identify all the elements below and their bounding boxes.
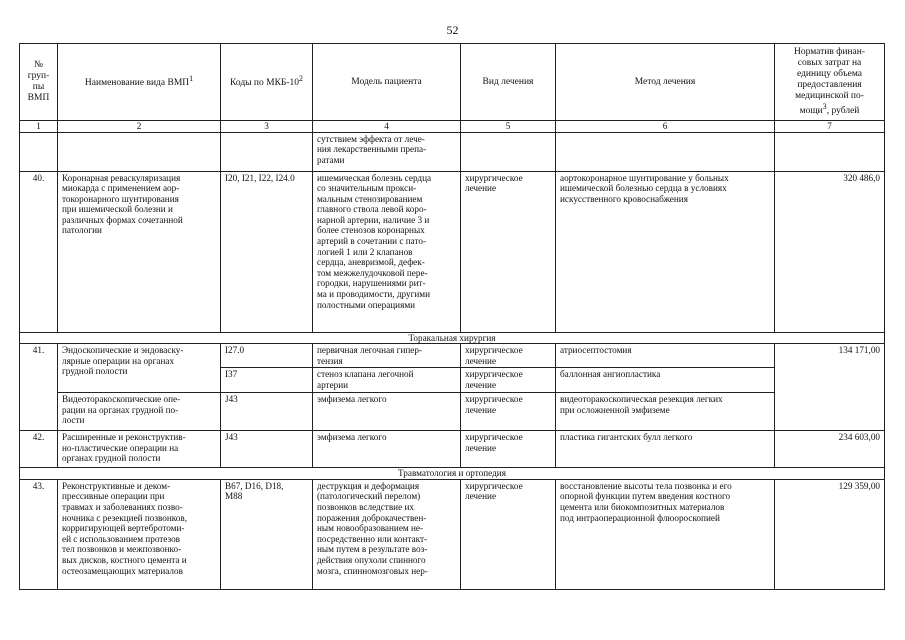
treatment-method-cell: баллонная ангиопластика [556,368,775,393]
icd-codes-cell: J43 [221,393,313,431]
table-header-row [20,44,885,121]
section-row-thoracic [20,332,885,344]
column-number: 4 [313,121,461,133]
treatment-type-cell: хирургическое лечение [461,368,556,393]
icd-codes-cell: B67, D16, D18, M88 [221,479,313,589]
vmp-name-cell: Реконструктивные и деком- прессивные операции при травмах и заболеваниях позво- ночника с резекцией позвонков, корригирующей вертебротоми- ей с использованием протезов тел позвонков и межпозвонко- вых дисков, костного цемента и остеозамещающих материалов [58,479,221,589]
treatment-type-cell: хирургическое лечение [461,393,556,431]
treatment-method-cell: атриосептостомия [556,344,775,368]
treatment-method-cell: восстановление высоты тела позвонка и его опорной функции путем введения костного цемента или биокомпозитных материалов под интраоперационной флюороскопией [556,479,775,589]
treatment-method-cell: аортокоронарное шунтирование у больных ишемической болезнью сердца в условиях искусственного кровоснабжения [556,171,775,332]
group-number-cell: 40. [20,171,58,332]
cost-cell: 134 171,00 [775,344,885,431]
patient-model-cell: эмфизема легкого [313,431,461,468]
column-numbers-row [20,121,885,133]
treatment-type-cell: хирургическое лечение [461,431,556,468]
header-group-number: № груп- пы ВМП [20,44,58,121]
column-number: 7 [775,121,885,133]
cost-cell: 234 603,00 [775,431,885,468]
patient-model-cell: эмфизема легкого [313,393,461,431]
patient-model-cell: стеноз клапана легочной артерии [313,368,461,393]
vmp-name-cell: Эндоскопические и эндоваску- лярные операции на органах грудной полости [58,344,221,393]
table-row-42 [20,431,885,468]
patient-model-cell: первичная легочная гипер- тензия [313,344,461,368]
page-number: 52 [446,23,459,37]
vmp-name-cell: Коронарная реваскуляризация миокарда с применением аор- токоронарного шунтирования при ишемической болезни и различных формах сочетанной патологии [58,171,221,332]
column-number: 6 [556,121,775,133]
header-cost-norm: Норматив финан- совых затрат на единицу объема предоставления медицинской по- мощи$^3$, рублей [775,44,885,121]
vmp-name-cell: Расширенные и реконструктив- но-пластические операции на органах грудной полости [58,431,221,468]
icd-codes-cell: I27.0 [221,344,313,368]
section-title: Торакальная хирургия [20,332,885,344]
treatment-method-cell: пластика гигантских булл легкого [556,431,775,468]
icd-codes-cell: J43 [221,431,313,468]
column-number: 1 [20,121,58,133]
table-row-40 [20,171,885,332]
group-number-cell: 43. [20,479,58,589]
table-row-continuation [20,132,885,171]
cost-cell: 320 486,0 [775,171,885,332]
header-treatment-method: Метод лечения [556,44,775,121]
section-title: Травматология и ортопедия [20,468,885,480]
treatment-method-cell: видеоторакоскопическая резекция легких при осложненной эмфиземе [556,393,775,431]
treatment-type-cell: хирургическое лечение [461,344,556,368]
vmp-table [19,43,885,590]
table-row-41-c [20,393,885,431]
table-row-43 [20,479,885,589]
header-treatment-type: Вид лечения [461,44,556,121]
header-patient-model: Модель пациента [313,44,461,121]
patient-model-cell: ишемическая болезнь сердца со значительным прокси- мальным стенозированием главного ствола левой коро- нарной артерии, наличие 3 и более стенозов коронарных артерий в сочетании с пато- логией 1 или 2 клапанов сердца, аневризмой, дефек- том межжелудочковой пере- городки, нарушениями рит- ма и проводимости, другими полостными операциями [313,171,461,332]
column-number: 5 [461,121,556,133]
icd-codes-cell: I20, I21, I22, I24.0 [221,171,313,332]
column-number: 3 [221,121,313,133]
vmp-name-cell: Видеоторакоскопические опе- рации на органах грудной по- лости [58,393,221,431]
patient-model-cell: деструкция и деформация (патологический перелом) позвонков вследствие их поражения доброкачествен- ным новообразованием не- посредственно или контакт- ным путем в результате воз- действия опухоли спинного мозга, спинномозговых нер- [313,479,461,589]
patient-model-cell: сутствием эффекта от лече- ния лекарственными препа- ратами [313,132,461,171]
header-icd-codes: Коды по МКБ-$10^2$ [221,44,313,121]
group-number-cell: 42. [20,431,58,468]
column-number: 2 [58,121,221,133]
table-row-41 [20,344,885,368]
cost-cell: 129 359,00 [775,479,885,589]
treatment-type-cell: хирургическое лечение [461,479,556,589]
treatment-type-cell: хирургическое лечение [461,171,556,332]
section-row-trauma [20,468,885,480]
header-vmp-name: Наименование вида ВМП$^1$ [58,44,221,121]
group-number-cell: 41. [20,344,58,431]
icd-codes-cell: I37 [221,368,313,393]
